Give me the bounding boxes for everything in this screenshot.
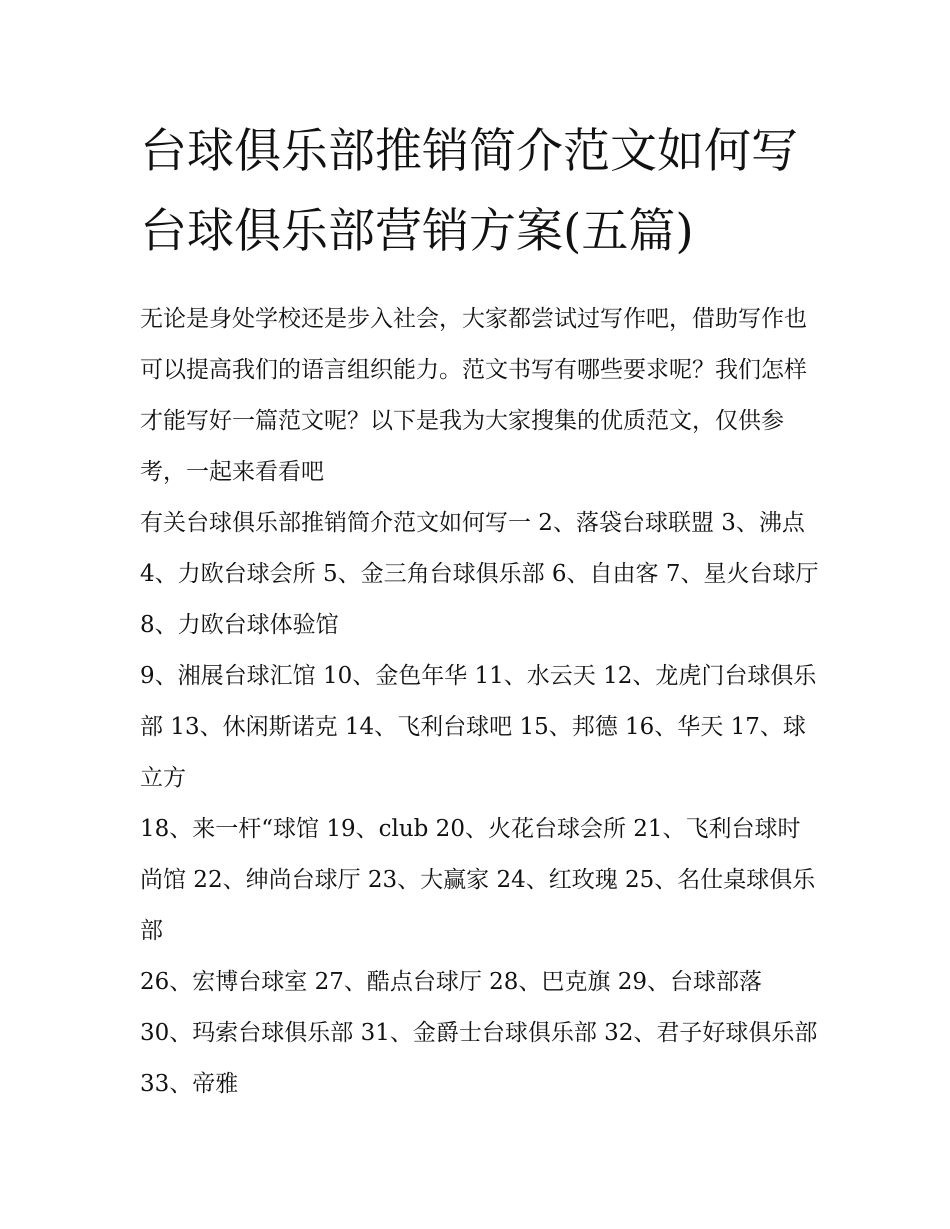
club-name-list-3: 18、来一杆“球馆 19、club 20、火花台球会所 21、飞利台球时尚馆 22、绅尚台球厅 23、大赢家 24、红玫瑰 25、名仕桌球俱乐部	[140, 816, 816, 944]
document-title: 台球俱乐部推销简介范文如何写 台球俱乐部营销方案(五篇)	[140, 124, 798, 259]
intro-paragraph: 无论是身处学校还是步入社会，大家都尝试过写作吧，借助写作也可以提高我们的语言组织能力。范文书写有哪些要求呢？我们怎样才能写好一篇范文呢？以下是我为大家搜集的优质范文，仅供参考，一起来看看吧	[140, 306, 807, 485]
club-name-list-1: 有关台球俱乐部推销简介范文如何写一 2、落袋台球联盟 3、沸点 4、力欧台球会所 5、金三角台球俱乐部 6、自由客 7、星火台球厅 8、力欧台球体验馆	[140, 510, 819, 638]
document-page	[140, 112, 820, 1110]
club-name-list-2: 9、湘展台球汇馆 10、金色年华 11、水云天 12、龙虎门台球俱乐部 13、休闲斯诺克 14、飞利台球吧 15、邦德 16、华天 17、球立方	[140, 663, 817, 791]
club-name-list-4: 26、宏博台球室 27、酷点台球厅 28、巴克旗 29、台球部落 30、玛索台球俱乐部 31、金爵士台球俱乐部 32、君子好球俱乐部 33、帝雅	[140, 969, 818, 1097]
